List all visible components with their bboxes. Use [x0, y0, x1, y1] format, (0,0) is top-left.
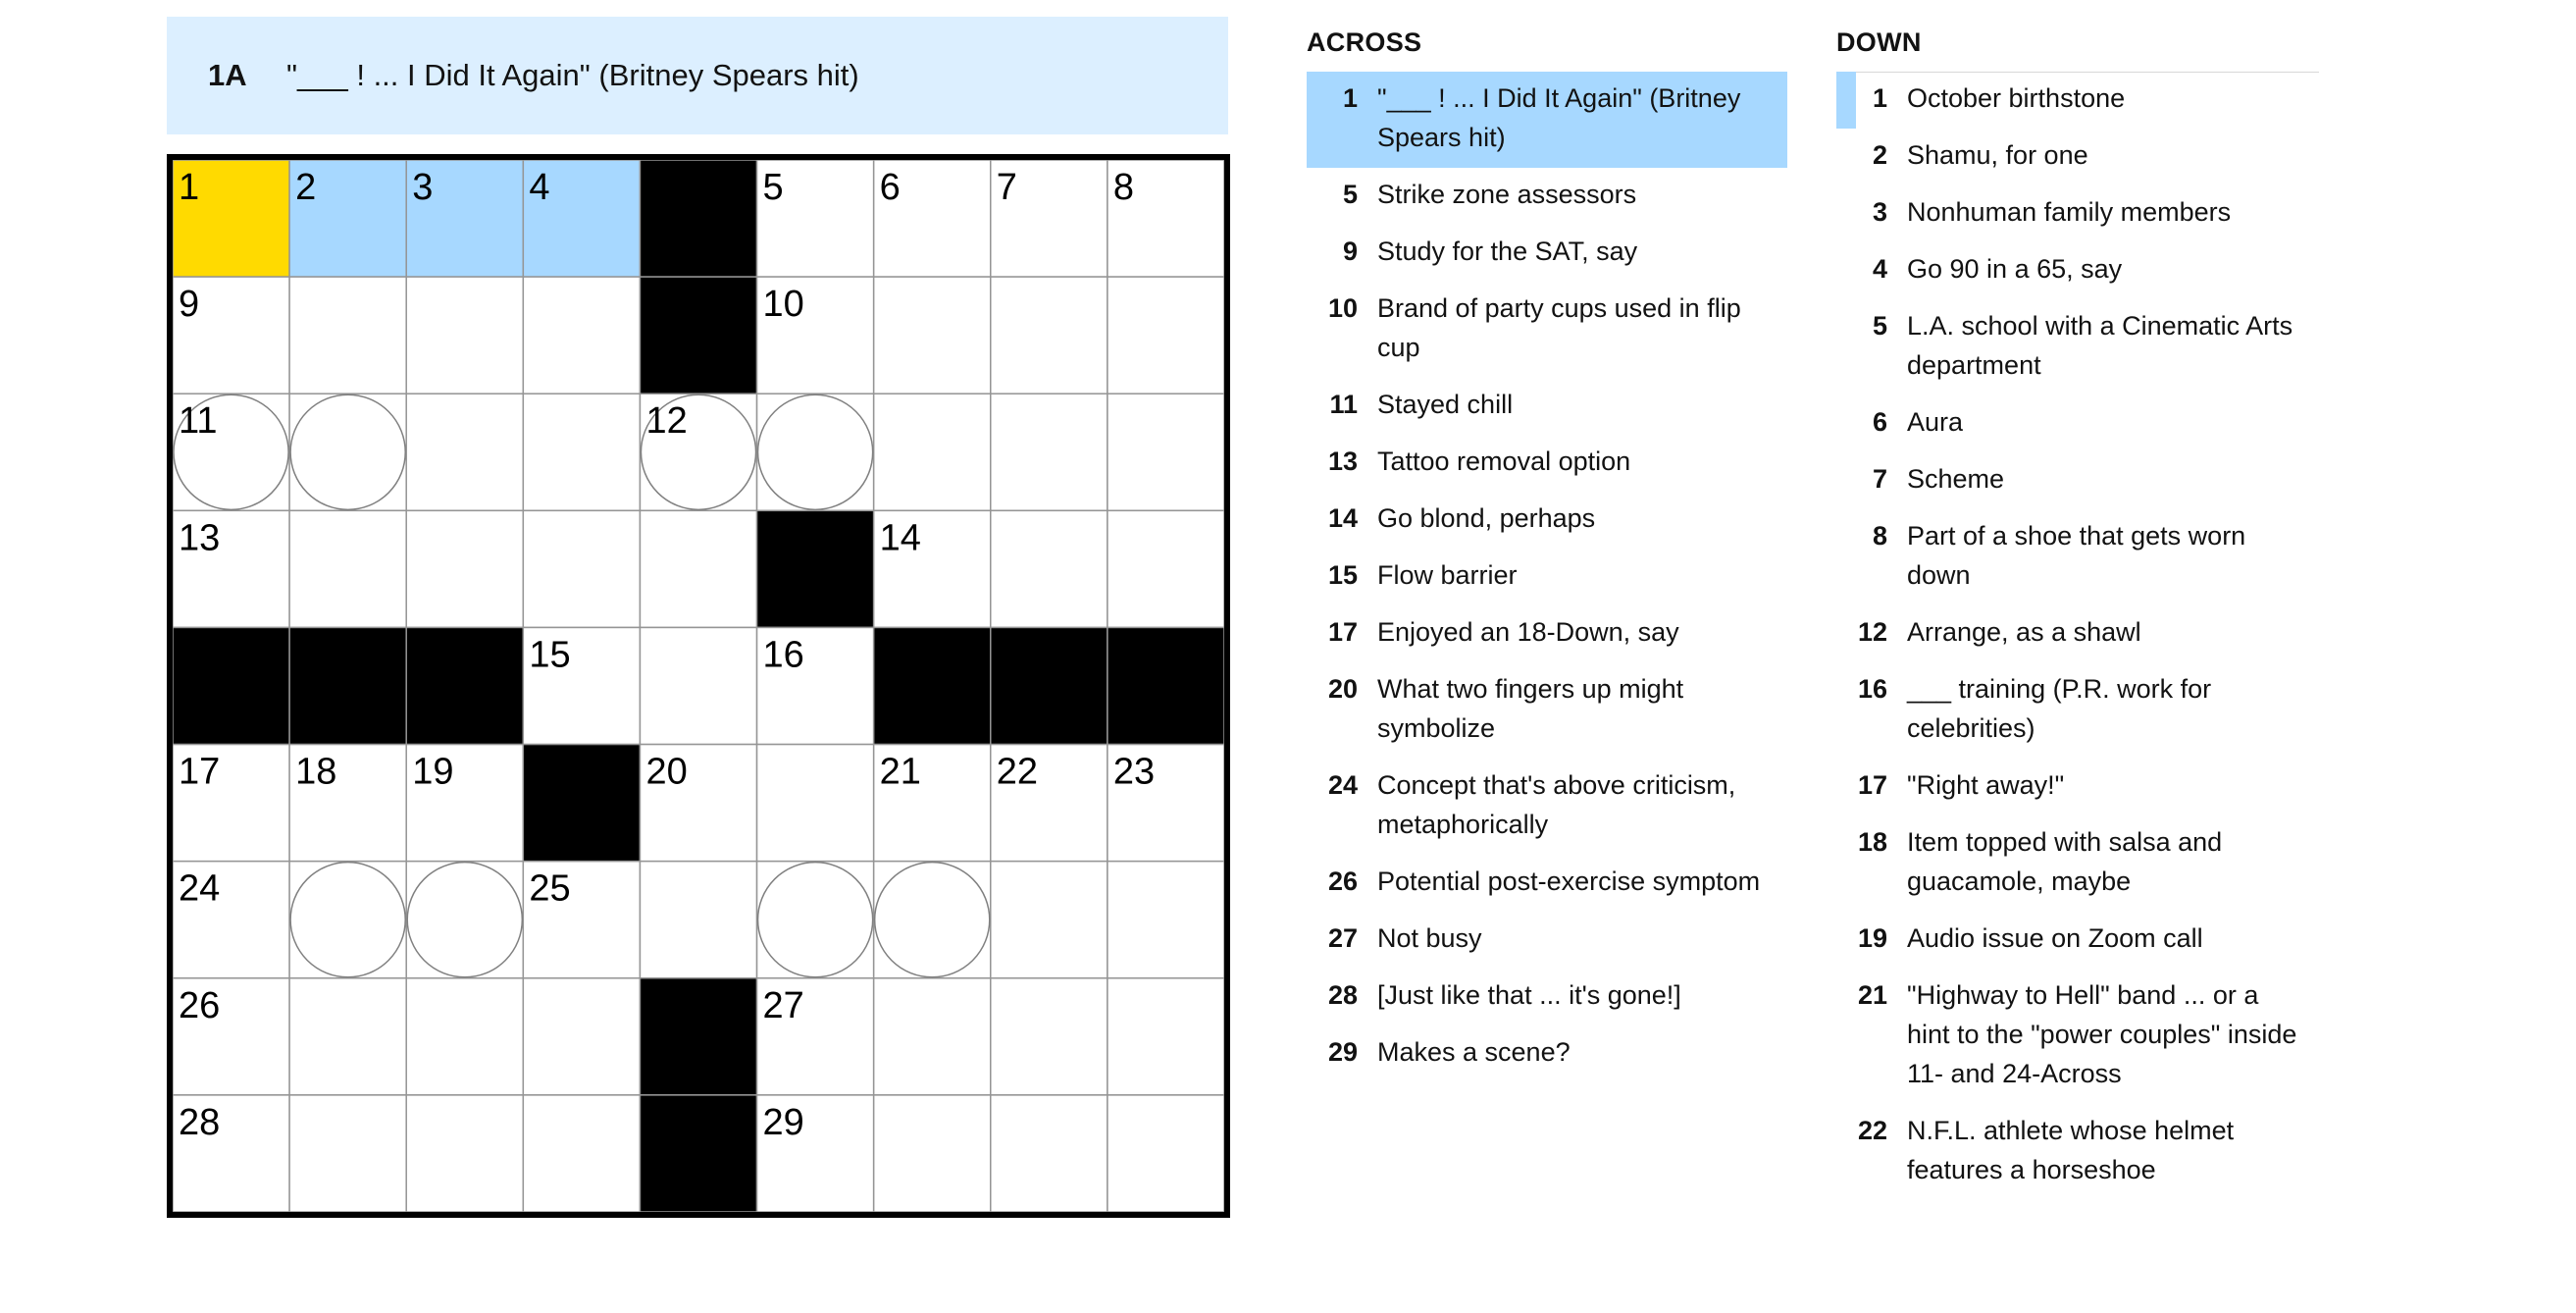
grid-cell[interactable] [1108, 862, 1224, 978]
across-clue-15[interactable] [1307, 549, 1787, 605]
grid-cell[interactable] [523, 1095, 640, 1212]
clue-number: 19 [1857, 923, 1887, 953]
clue-number: 1 [1872, 83, 1887, 113]
across-clue-29[interactable] [1307, 1025, 1787, 1082]
down-clue-7[interactable] [1836, 452, 2317, 509]
grid-cell[interactable] [874, 978, 991, 1095]
clue-number: 21 [1857, 980, 1887, 1010]
clue-text: "Highway to Hell" band ... or a hint to the "power couples" inside 11- and 24-Across [1907, 980, 2297, 1088]
cell-number: 18 [295, 751, 337, 793]
cell-number: 10 [762, 284, 804, 326]
grid-block-cell [640, 277, 756, 394]
cell-number: 15 [529, 634, 571, 676]
across-clue-28[interactable] [1307, 969, 1787, 1025]
clue-number: 13 [1327, 446, 1358, 476]
clue-number: 4 [1872, 254, 1887, 284]
grid-block-cell [406, 627, 523, 744]
clue-number: 3 [1872, 197, 1887, 227]
clue-text: Brand of party cups used in flip cup [1377, 293, 1741, 362]
clue-text: Stayed chill [1377, 390, 1514, 419]
grid-cell[interactable] [640, 862, 756, 978]
grid-cell[interactable] [874, 1095, 991, 1212]
clue-number: 27 [1327, 923, 1358, 953]
grid-cell[interactable] [406, 510, 523, 627]
clue-text: Flow barrier [1377, 560, 1518, 590]
clue-number: 12 [1857, 617, 1887, 647]
grid-cell[interactable] [874, 277, 991, 394]
clue-text: Nonhuman family members [1907, 197, 2232, 227]
clue-number: 24 [1327, 770, 1358, 800]
across-clue-10[interactable] [1307, 282, 1787, 378]
grid-cell[interactable] [874, 394, 991, 510]
clue-text: ___ training (P.R. work for celebrities) [1907, 674, 2212, 743]
cell-number: 25 [529, 867, 571, 910]
cell-number: 14 [879, 517, 921, 559]
grid-cell[interactable] [1108, 277, 1224, 394]
clue-number: 8 [1872, 521, 1887, 551]
clue-text: Tattoo removal option [1377, 446, 1631, 476]
clue-text: Potential post-exercise symptom [1377, 867, 1761, 896]
clue-number: 2 [1872, 140, 1887, 170]
grid-block-cell [640, 978, 756, 1095]
across-clue-26[interactable] [1307, 855, 1787, 912]
grid-cell[interactable] [1108, 978, 1224, 1095]
clue-number: 1 [1342, 83, 1358, 113]
cell-number: 29 [762, 1101, 804, 1143]
down-clue-16[interactable] [1836, 662, 2317, 759]
down-clue-2[interactable] [1836, 129, 2317, 185]
grid-cell[interactable] [991, 1095, 1108, 1212]
clue-number: 10 [1327, 293, 1358, 323]
clue-text: Makes a scene? [1377, 1037, 1571, 1067]
down-clue-4[interactable] [1836, 242, 2317, 299]
current-clue-number: 1A [208, 58, 247, 92]
clue-number: 28 [1327, 980, 1358, 1010]
cell-number: 2 [295, 167, 317, 208]
cell-number: 28 [179, 1101, 221, 1143]
down-clue-1[interactable] [1836, 72, 2317, 129]
clue-text: Part of a shoe that gets worn down [1907, 521, 2246, 590]
grid-block-cell [523, 745, 640, 862]
down-clue-list[interactable] [1836, 72, 2317, 1200]
cell-number: 4 [529, 167, 550, 208]
grid-block-cell [289, 627, 406, 744]
clue-number: 17 [1857, 770, 1887, 800]
cell-number: 22 [996, 751, 1039, 793]
clue-number: 5 [1872, 311, 1887, 341]
clue-number: 7 [1872, 464, 1887, 494]
grid-block-cell [991, 627, 1108, 744]
clue-number: 29 [1327, 1037, 1358, 1067]
grid-block-cell [640, 1095, 756, 1212]
down-title: DOWN [1836, 27, 1922, 57]
clue-number: 17 [1327, 617, 1358, 647]
grid-block-cell [173, 627, 289, 744]
grid-cell[interactable] [991, 510, 1108, 627]
grid-cell[interactable] [289, 277, 406, 394]
down-clue-12[interactable] [1836, 605, 2317, 662]
current-clue-bar[interactable] [167, 17, 1228, 134]
clue-text: Audio issue on Zoom call [1907, 923, 2203, 953]
grid-cell[interactable] [406, 394, 523, 510]
clue-text: October birthstone [1907, 83, 2126, 113]
clue-text: Go blond, perhaps [1377, 503, 1596, 533]
clue-text: Enjoyed an 18-Down, say [1377, 617, 1679, 647]
clue-text: L.A. school with a Cinematic Arts department [1907, 311, 2293, 380]
across-title: ACROSS [1307, 27, 1422, 57]
grid-cell[interactable] [523, 510, 640, 627]
down-clue-8[interactable] [1836, 509, 2317, 605]
grid-block-cell [640, 160, 756, 277]
grid-cell[interactable] [640, 627, 756, 744]
clue-number: 11 [1329, 390, 1358, 419]
across-clue-20[interactable] [1307, 662, 1787, 759]
cell-number: 16 [762, 634, 804, 676]
clue-text: Scheme [1907, 464, 2005, 494]
cell-number: 23 [1112, 751, 1156, 793]
across-clue-24[interactable] [1307, 759, 1787, 855]
cell-number: 13 [179, 517, 221, 559]
grid-cell[interactable] [289, 978, 406, 1095]
cell-number: 27 [762, 984, 804, 1026]
cell-number: 6 [879, 167, 901, 208]
clue-text: Strike zone assessors [1377, 180, 1637, 209]
clue-text: "___ ! ... I Did It Again" (Britney Spears hit) [1377, 83, 1741, 152]
across-clue-5[interactable] [1307, 168, 1787, 225]
across-clue-13[interactable] [1307, 435, 1787, 492]
cell-number: 17 [179, 751, 221, 793]
cell-number: 19 [412, 751, 454, 793]
down-clue-5[interactable] [1836, 299, 2317, 395]
cell-number: 11 [179, 400, 218, 443]
clue-number: 18 [1857, 827, 1887, 857]
cell-number: 20 [645, 751, 688, 793]
clue-text: Shamu, for one [1907, 140, 2088, 170]
clue-text: N.F.L. athlete whose helmet features a horseshoe [1907, 1116, 2235, 1184]
clue-text: [Just like that ... it's gone!] [1377, 980, 1681, 1010]
grid-cell[interactable] [1108, 510, 1224, 627]
grid-cell[interactable] [991, 277, 1108, 394]
down-clue-21[interactable] [1836, 969, 2317, 1104]
grid-cell[interactable] [640, 510, 756, 627]
clue-number: 5 [1342, 180, 1358, 209]
crossword-board[interactable] [167, 154, 1230, 1218]
clue-text: Aura [1907, 407, 1964, 437]
grid-cell[interactable] [757, 745, 874, 862]
cell-number: 26 [179, 984, 221, 1026]
grid-cell[interactable] [406, 978, 523, 1095]
cell-number: 3 [412, 167, 434, 208]
clue-number: 22 [1857, 1116, 1887, 1145]
clue-number: 26 [1327, 867, 1358, 896]
clue-number: 15 [1327, 560, 1358, 590]
clue-text: Not busy [1377, 923, 1482, 953]
clue-text: Study for the SAT, say [1377, 236, 1638, 266]
clue-number: 14 [1327, 503, 1358, 533]
grid-cell[interactable] [523, 277, 640, 394]
across-clue-17[interactable] [1307, 605, 1787, 662]
down-clue-18[interactable] [1836, 815, 2317, 912]
cell-number: 21 [879, 751, 921, 793]
across-clue-list[interactable] [1307, 72, 1787, 1082]
grid-cell[interactable] [523, 978, 640, 1095]
clue-number: 6 [1872, 407, 1887, 437]
grid-cell[interactable] [289, 510, 406, 627]
current-clue-text: "___ ! ... I Did It Again" (Britney Spears hit) [286, 58, 859, 92]
clue-text: What two fingers up might symbolize [1377, 674, 1684, 743]
across-clue-9[interactable] [1307, 225, 1787, 282]
grid-cell[interactable] [991, 394, 1108, 510]
grid-block-cell [1108, 627, 1224, 744]
grid-block-cell [757, 510, 874, 627]
grid-cell[interactable] [991, 978, 1108, 1095]
clue-text: Item topped with salsa and guacamole, maybe [1907, 827, 2223, 896]
clue-text: Concept that's above criticism, metaphorically [1377, 770, 1736, 839]
grid-cell[interactable] [406, 1095, 523, 1212]
grid-cell[interactable] [289, 1095, 406, 1212]
cell-number: 7 [996, 167, 1017, 208]
cell-number: 1 [179, 167, 200, 208]
clue-text: "Right away!" [1907, 770, 2065, 800]
across-clue-27[interactable] [1307, 912, 1787, 969]
clue-text: Arrange, as a shawl [1907, 617, 2141, 647]
across-clue-11[interactable] [1307, 378, 1787, 435]
cell-number: 8 [1112, 167, 1135, 208]
cell-number: 9 [179, 284, 200, 326]
cell-number: 5 [762, 167, 784, 208]
clue-number: 9 [1342, 236, 1358, 266]
down-clue-22[interactable] [1836, 1104, 2317, 1200]
clue-number: 20 [1327, 674, 1358, 704]
across-clue-14[interactable] [1307, 492, 1787, 549]
crossword-grid[interactable] [173, 160, 1224, 1212]
down-clue-19[interactable] [1836, 912, 2317, 969]
grid-cell[interactable] [406, 277, 523, 394]
down-clue-17[interactable] [1836, 759, 2317, 815]
grid-cell[interactable] [523, 394, 640, 510]
grid-cell[interactable] [1108, 1095, 1224, 1212]
down-clue-3[interactable] [1836, 185, 2317, 242]
clue-text: Go 90 in a 65, say [1907, 254, 2123, 284]
across-clue-1[interactable] [1307, 72, 1787, 168]
grid-cell[interactable] [1108, 394, 1224, 510]
cell-number: 24 [179, 867, 221, 910]
cell-number: 12 [645, 400, 688, 443]
grid-block-cell [874, 627, 991, 744]
clue-number: 16 [1857, 674, 1887, 704]
down-clue-6[interactable] [1836, 395, 2317, 452]
grid-cell[interactable] [991, 862, 1108, 978]
